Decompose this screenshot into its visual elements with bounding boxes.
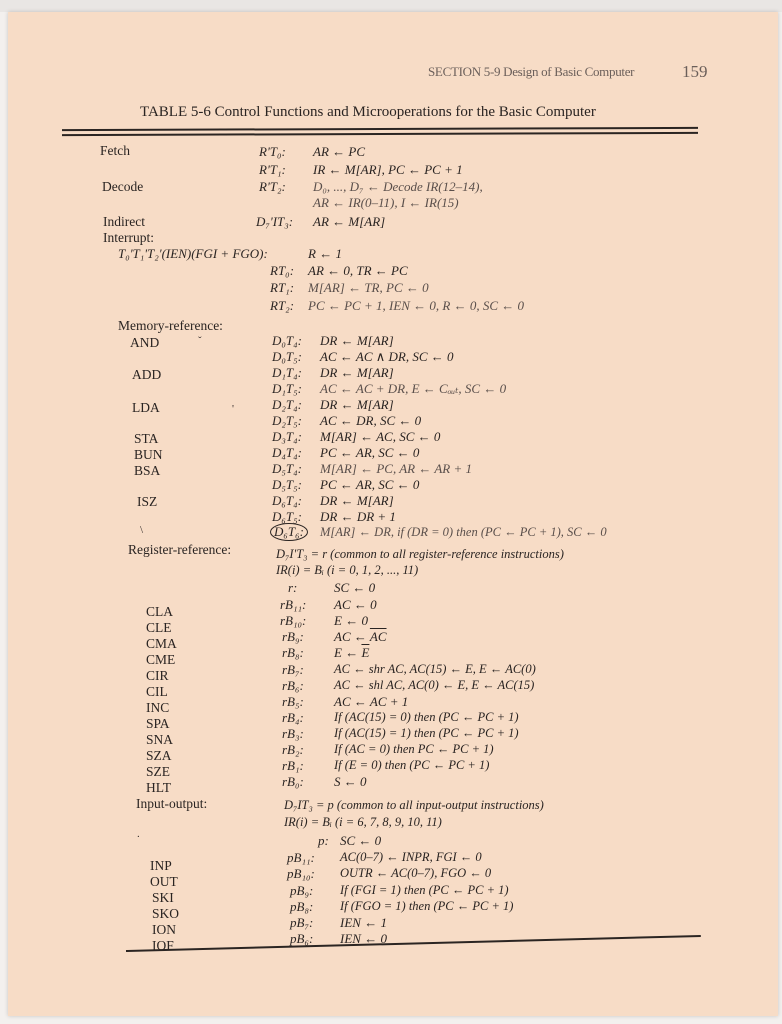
cond-and-1: D₀T₄: [272, 333, 302, 348]
mop-cle: E ← 0 [334, 613, 368, 628]
cond-indirect: D₇'IT₃: [256, 214, 294, 229]
cond-bsa-1: D₅T₄: [272, 461, 302, 476]
cond-isz-3: D₆T₆: [270, 523, 308, 541]
cond-sna: rB₃: [282, 726, 304, 741]
mop-int-2: M[AR] ← TR, PC ← 0 [308, 280, 429, 295]
mop-interrupt: R ← 1 [308, 246, 342, 261]
cond-spa: rB₄: [282, 710, 304, 725]
mop-out: OUTR ← AC(0–7), FGO ← 0 [340, 866, 492, 880]
mop-cme-lhs: E ← [334, 645, 362, 660]
mop-ski: If (FGI = 1) then (PC ← PC + 1) [340, 883, 509, 897]
cond-isz-2: D₆T₅: [272, 509, 302, 524]
label-cle: CLE [146, 620, 172, 635]
cond-lda-2: D₂T₅: [272, 413, 302, 428]
cond-add-2: D₁T₅: [272, 381, 302, 396]
cond-iof: pB₆: [290, 931, 314, 946]
mop-fetch-2: IR ← M[AR], PC ← PC + 1 [313, 162, 463, 177]
mop-inp: AC(0–7) ← INPR, FGI ← 0 [340, 850, 482, 864]
mop-and-1: DR ← M[AR] [320, 333, 394, 348]
cond-inp: pB₁₁: [287, 850, 315, 865]
label-bun: BUN [134, 447, 163, 462]
page-number: 159 [682, 62, 708, 81]
cond-int-2: RT₁: [270, 280, 295, 295]
label-add: ADD [132, 367, 162, 382]
scan-mark: \ [140, 524, 144, 536]
cond-cle: rB₁₀: [280, 613, 307, 628]
label-indirect: Indirect [103, 214, 145, 229]
mop-reg-r: SC ← 0 [334, 580, 376, 595]
mop-cma-lhs: AC ← [334, 629, 370, 644]
label-fetch: Fetch [100, 143, 130, 158]
label-spa: SPA [146, 716, 170, 731]
mop-fetch-1: AR ← PC [313, 144, 365, 159]
cond-int-3: RT₂: [270, 298, 295, 313]
cond-and-2: D₀T₅: [272, 349, 302, 364]
label-cme: CME [146, 652, 176, 667]
cond-bsa-2: D₅T₅: [272, 477, 302, 492]
label-inc: INC [146, 700, 170, 715]
cond-isz-1: D₆T₄: [272, 493, 302, 508]
label-sna: SNA [146, 732, 174, 747]
cond-sta: D₃T₄: [272, 429, 302, 444]
label-decode: Decode [102, 179, 144, 194]
cond-hlt: rB₀: [282, 774, 304, 789]
label-input-output: Input-output: [136, 796, 208, 811]
label-memory-reference: Memory-reference: [118, 318, 223, 333]
scan-mark: ˇ [198, 335, 202, 347]
mop-sta: M[AR] ← AC, SC ← 0 [320, 429, 441, 444]
cond-bun: D₄T₄: [272, 445, 302, 460]
cond-out: pB₁₀: [287, 866, 315, 881]
cond-cma: rB₉: [282, 629, 304, 644]
mop-decode-1: D₀, ..., D₇ ← Decode IR(12–14), [313, 179, 483, 194]
mop-int-3: PC ← PC + 1, IEN ← 0, R ← 0, SC ← 0 [308, 298, 525, 313]
cond-lda-1: D₂T₄: [272, 397, 302, 412]
mop-sze: If (E = 0) then (PC ← PC + 1) [334, 758, 490, 772]
mop-cil: AC ← shl AC, AC(0) ← E, E ← AC(15) [334, 678, 535, 692]
mop-sna: If (AC(15) = 1) then (PC ← PC + 1) [334, 726, 519, 740]
mop-io-ir: IR(i) = Bᵢ (i = 6, 7, 8, 9, 10, 11) [284, 815, 442, 829]
cond-fetch-2: R'T₁: [259, 162, 286, 177]
mop-cla: AC ← 0 [334, 597, 377, 612]
cond-fetch-1: R'T₀: [259, 144, 286, 159]
label-sza: SZA [146, 748, 172, 763]
mop-reg-common: D₇I'T₃ = r (common to all register-reference instructions) [276, 547, 564, 561]
mop-cir: AC ← shr AC, AC(15) ← E, E ← AC(0) [334, 662, 536, 676]
viewer-top-strip [0, 0, 782, 12]
mop-and-2: AC ← AC ∧ DR, SC ← 0 [320, 349, 454, 364]
mop-inc: AC ← AC + 1 [334, 694, 409, 709]
cond-inc: rB₅: [282, 694, 304, 709]
label-sta: STA [134, 431, 159, 446]
cond-decode: R'T₂: [259, 179, 286, 194]
label-out: OUT [150, 874, 178, 889]
label-cla: CLA [146, 604, 173, 619]
label-cma: CMA [146, 636, 177, 651]
mop-hlt: S ← 0 [334, 774, 367, 789]
mop-cma [334, 629, 387, 645]
mop-add-2: AC ← AC + DR, E ← Cₒᵤₜ, SC ← 0 [320, 381, 507, 396]
mop-ion: IEN ← 1 [340, 915, 387, 930]
mop-lda-1: DR ← M[AR] [320, 397, 394, 412]
label-hlt: HLT [146, 780, 172, 795]
cond-cir: rB₇: [282, 662, 304, 677]
mop-isz-2: DR ← DR + 1 [320, 509, 396, 524]
label-ion: ION [152, 922, 176, 937]
label-sko: SKO [152, 906, 180, 921]
cond-sza: rB₂: [282, 742, 304, 757]
label-ski: SKI [152, 890, 174, 905]
label-isz: ISZ [137, 494, 158, 509]
cond-ion: pB₇: [290, 915, 314, 930]
mop-spa: If (AC(15) = 0) then (PC ← PC + 1) [334, 710, 519, 724]
cond-cla: rB₁₁: [280, 597, 307, 612]
scan-mark: . [137, 828, 140, 840]
mop-decode-2: AR ← IR(0–11), I ← IR(15) [313, 195, 459, 210]
table-title: TABLE 5-6 Control Functions and Microoperations for the Basic Computer [140, 104, 596, 120]
label-interrupt: Interrupt: [103, 230, 154, 245]
scan-mark: ' [232, 403, 234, 415]
mop-reg-ir: IR(i) = Bᵢ (i = 0, 1, 2, ..., 11) [276, 563, 419, 577]
mop-iof: IEN ← 0 [340, 931, 387, 946]
cond-int-1: RT₀: [270, 263, 295, 278]
mop-isz-3: M[AR] ← DR, if (DR = 0) then (PC ← PC + 1), SC ← 0 [320, 525, 607, 539]
cond-add-1: D₁T₄: [272, 365, 302, 380]
label-lda: LDA [132, 400, 160, 415]
running-head: SECTION 5-9 Design of Basic Computer [428, 64, 635, 79]
mop-cme-complement: $\overline{E}$ [361, 645, 370, 660]
label-iof: IOF [152, 938, 174, 953]
mop-cma-complement: $\overline{AC}$ [369, 629, 387, 644]
label-register-reference: Register-reference: [128, 542, 232, 557]
mop-io-common: D₇IT₃ = p (common to all input-output instructions) [284, 798, 544, 812]
mop-cme [334, 645, 369, 661]
cond-interrupt: T₀'T₁'T₂'(IEN)(FGI + FGO): [118, 246, 268, 261]
mop-bsa-2: PC ← AR, SC ← 0 [320, 477, 420, 492]
mop-add-1: DR ← M[AR] [320, 365, 394, 380]
label-inp: INP [150, 858, 172, 873]
cond-sko: pB₈: [290, 899, 314, 914]
mop-bun: PC ← AR, SC ← 0 [320, 445, 420, 460]
label-sze: SZE [146, 764, 171, 779]
cond-sze: rB₁: [282, 758, 304, 773]
cond-reg-r: r: [288, 580, 298, 595]
mop-isz-1: DR ← M[AR] [320, 493, 394, 508]
cond-cil: rB₆: [282, 678, 304, 693]
cond-ski: pB₉: [290, 883, 314, 898]
label-bsa: BSA [134, 463, 161, 478]
mop-bsa-1: M[AR] ← PC, AR ← AR + 1 [320, 461, 473, 476]
mop-int-1: AR ← 0, TR ← PC [308, 263, 408, 278]
mop-io-p: SC ← 0 [340, 833, 382, 848]
cond-cme: rB₈: [282, 645, 304, 660]
mop-sza: If (AC = 0) then PC ← PC + 1) [334, 742, 494, 756]
cond-io-p: p: [318, 833, 329, 848]
label-cil: CIL [146, 684, 168, 699]
label-cir: CIR [146, 668, 169, 683]
label-and: AND [130, 335, 160, 350]
mop-sko: If (FGO = 1) then (PC ← PC + 1) [340, 899, 514, 913]
mop-indirect: AR ← M[AR] [313, 214, 386, 229]
mop-lda-2: AC ← DR, SC ← 0 [320, 413, 422, 428]
